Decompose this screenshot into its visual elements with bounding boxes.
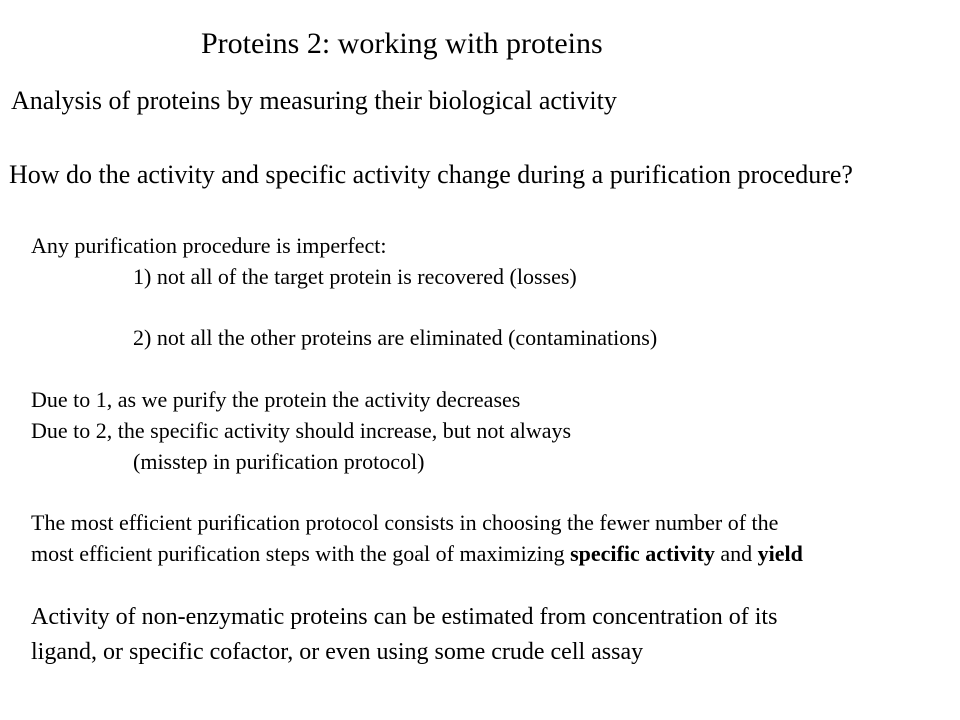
point-2: 2) not all the other proteins are eliminated (contaminations) xyxy=(133,325,658,350)
due-1-text: Due to 1, as we purify the protein the activity decreases xyxy=(31,387,521,412)
yield-bold: yield xyxy=(757,541,803,566)
due-2-note: (misstep in purification protocol) xyxy=(133,449,425,474)
question-text: How do the activity and specific activity change during a purification procedure? xyxy=(9,160,853,189)
slide-title: Proteins 2: working with proteins xyxy=(201,27,603,60)
specific-activity-bold: specific activity xyxy=(570,541,715,566)
efficient-and-text: and xyxy=(714,541,758,566)
due-2-text: Due to 2, the specific activity should increase, but not always xyxy=(31,418,572,443)
nonenzymatic-line-2: ligand, or specific cofactor, or even using some crude cell assay xyxy=(31,639,644,665)
slide-subtitle: Analysis of proteins by measuring their biological activity xyxy=(11,86,617,115)
efficient-line-2-text: most efficient purification steps with the goal of maximizing xyxy=(31,541,571,566)
efficient-line-1: The most efficient purification protocol consists in choosing the fewer number of the xyxy=(31,510,779,535)
imperfect-heading: Any purification procedure is imperfect: xyxy=(31,233,387,258)
efficient-line-2 xyxy=(31,543,803,565)
point-1: 1) not all of the target protein is recovered (losses) xyxy=(133,264,577,289)
nonenzymatic-line-1: Activity of non-enzymatic proteins can be estimated from concentration of its xyxy=(31,604,778,630)
